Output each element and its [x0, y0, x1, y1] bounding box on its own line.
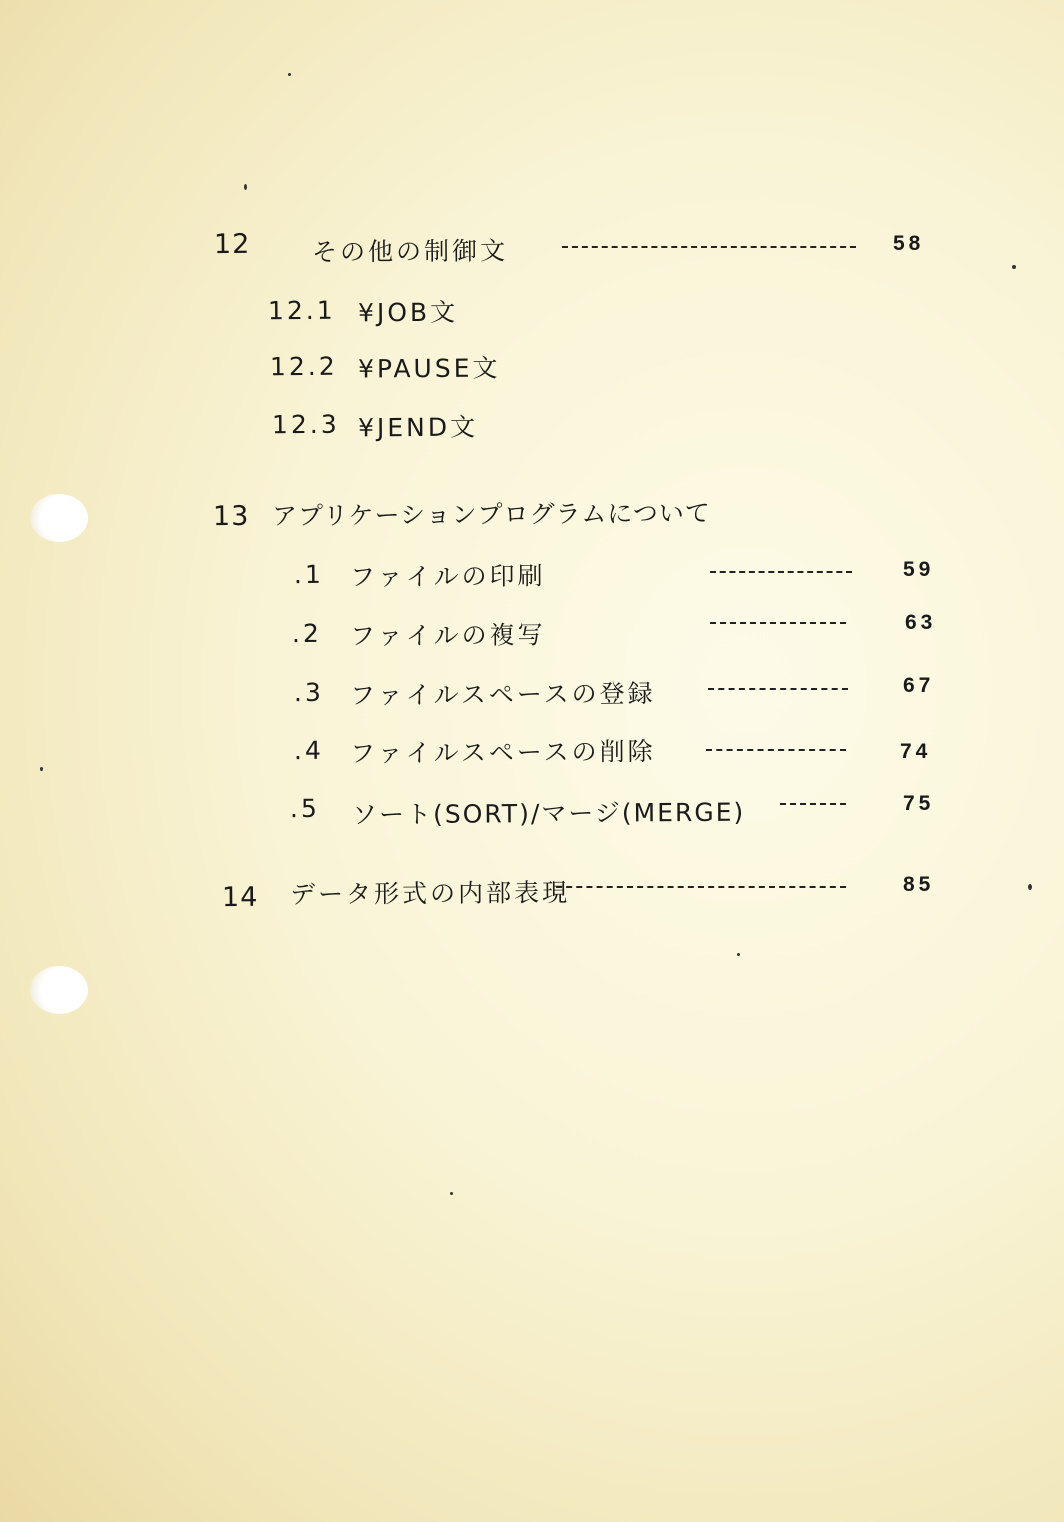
section-13-3-title: ファイルスペースの登録	[349, 678, 656, 711]
section-13-1-leader	[710, 571, 852, 573]
chapter-13-title: アプリケーションプログラムについて	[271, 498, 711, 531]
section-12-1-title: ¥JOB文	[357, 297, 459, 328]
section-13-4-page: 74	[900, 740, 932, 763]
section-13-5-page: 75	[903, 792, 935, 815]
section-12-2-number: 12.2	[269, 351, 338, 382]
section-13-1-title: ファイルの印刷	[349, 561, 546, 592]
binder-hole-lower	[30, 966, 88, 1014]
section-13-4-leader	[706, 749, 846, 751]
section-13-3-page: 67	[903, 674, 935, 697]
section-13-2-number: .2	[291, 618, 322, 649]
chapter-14-page: 85	[903, 873, 935, 896]
section-13-3-leader	[708, 688, 848, 690]
section-13-2-leader	[710, 622, 846, 624]
section-13-5-number: .5	[289, 793, 320, 824]
section-13-5-title: ソート(SORT)/マージ(MERGE)	[351, 797, 746, 830]
section-12-3-number: 12.3	[271, 409, 340, 440]
chapter-12-number: 12	[213, 228, 251, 261]
chapter-13-number: 13	[212, 500, 250, 533]
chapter-12-leader	[562, 246, 856, 248]
chapter-14-number: 14	[221, 881, 259, 914]
paper-speck	[737, 953, 740, 956]
section-12-3-title: ¥JEND文	[357, 412, 479, 443]
paper-speck	[1012, 265, 1016, 269]
binder-hole-upper	[30, 494, 88, 542]
section-13-1-page: 59	[903, 558, 935, 581]
section-12-2-title: ¥PAUSE文	[357, 353, 501, 384]
section-13-2-title: ファイルの複写	[349, 620, 546, 651]
section-13-3-number: .3	[293, 677, 324, 708]
section-13-5-leader	[780, 803, 846, 805]
paper-speck	[40, 767, 43, 771]
section-13-1-number: .1	[293, 559, 324, 590]
paper-speck	[450, 1192, 453, 1195]
section-13-4-number: .4	[293, 735, 324, 766]
section-13-2-page: 63	[905, 611, 937, 634]
paper-speck	[1028, 884, 1032, 890]
paper-speck	[288, 73, 291, 76]
chapter-12-page: 58	[893, 232, 925, 255]
chapter-14-leader	[556, 886, 846, 888]
chapter-14-title: データ形式の内部表現	[289, 878, 571, 909]
section-12-1-number: 12.1	[267, 295, 336, 326]
chapter-12-title: その他の制御文	[311, 236, 509, 267]
section-13-4-title: ファイルスペースの削除	[349, 736, 656, 769]
paper-speck	[244, 184, 247, 190]
